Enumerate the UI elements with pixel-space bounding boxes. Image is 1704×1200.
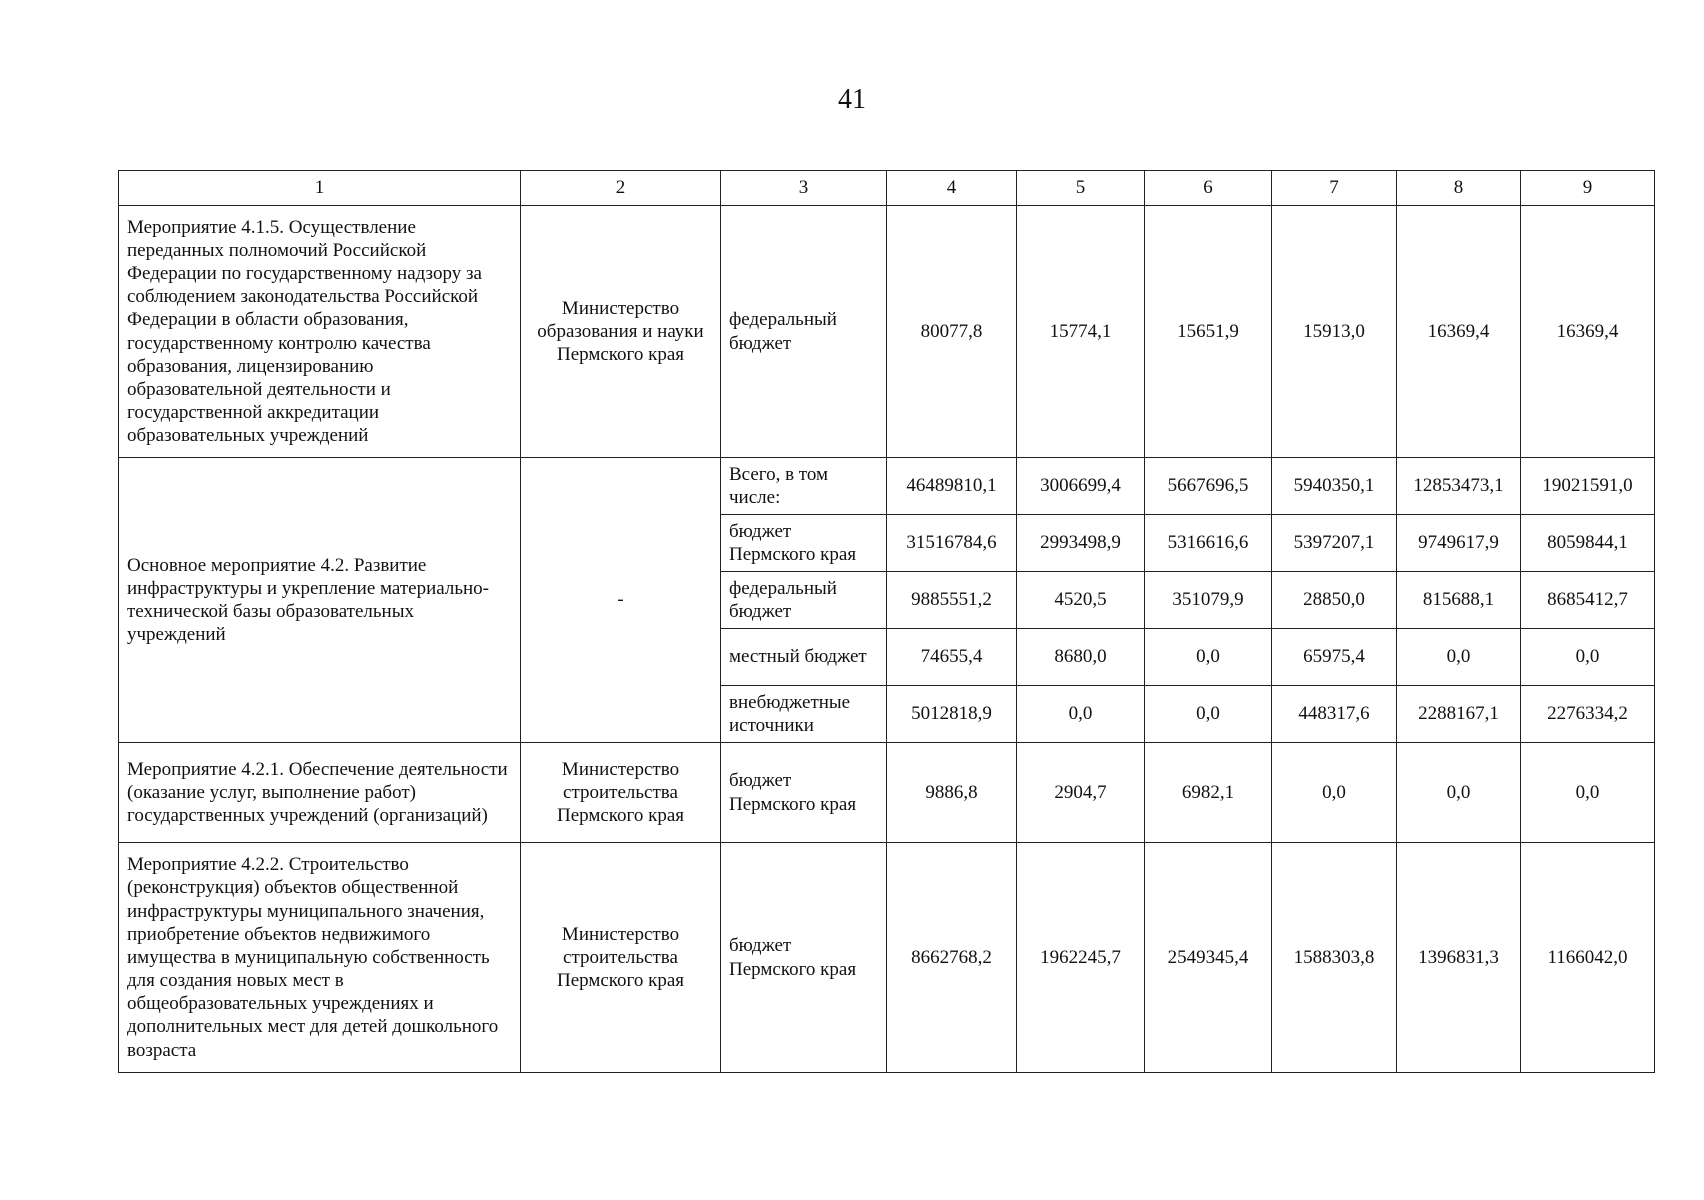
activity-name: Основное мероприятие 4.2. Развитие инфраструктуры и укрепление материально-технической базы образовательных учреждений [119, 458, 521, 743]
table-row [119, 843, 1655, 1073]
value-cell: 19021591,0 [1521, 458, 1655, 515]
funding-source: внебюджетные источники [721, 686, 887, 743]
value-cell: 16369,4 [1397, 206, 1521, 458]
value-cell: 0,0 [1521, 629, 1655, 686]
funding-source: Всего, в том числе: [721, 458, 887, 515]
column-header: 1 [119, 171, 521, 206]
value-cell: 815688,1 [1397, 572, 1521, 629]
value-cell: 8685412,7 [1521, 572, 1655, 629]
value-cell: 0,0 [1145, 629, 1272, 686]
value-cell: 8680,0 [1017, 629, 1145, 686]
value-cell: 0,0 [1017, 686, 1145, 743]
value-cell: 1962245,7 [1017, 843, 1145, 1073]
value-cell: 2288167,1 [1397, 686, 1521, 743]
value-cell: 9749617,9 [1397, 515, 1521, 572]
column-header: 9 [1521, 171, 1655, 206]
value-cell: 65975,4 [1272, 629, 1397, 686]
value-cell: 2549345,4 [1145, 843, 1272, 1073]
value-cell: 12853473,1 [1397, 458, 1521, 515]
value-cell: 1166042,0 [1521, 843, 1655, 1073]
activity-name: Мероприятие 4.2.1. Обеспечение деятельности (оказание услуг, выполнение работ) государственных учреждений (организаций) [119, 743, 521, 843]
value-cell: 1588303,8 [1272, 843, 1397, 1073]
table-header-row [119, 171, 1655, 206]
value-cell: 8059844,1 [1521, 515, 1655, 572]
table-row [119, 743, 1655, 843]
column-header: 2 [521, 171, 721, 206]
value-cell: 8662768,2 [887, 843, 1017, 1073]
funding-source: бюджет Пермского края [721, 515, 887, 572]
funding-source: федеральный бюджет [721, 206, 887, 458]
value-cell: 46489810,1 [887, 458, 1017, 515]
value-cell: 5397207,1 [1272, 515, 1397, 572]
activity-name: Мероприятие 4.1.5. Осуществление переданных полномочий Российской Федерации по государственному надзору за соблюдением законодательства Российской Федерации в области образования, государственному контролю качества образования, лицензированию образовательной деятельности и государственной аккредитации образовательных учреждений [119, 206, 521, 458]
value-cell: 15913,0 [1272, 206, 1397, 458]
column-header: 4 [887, 171, 1017, 206]
value-cell: 351079,9 [1145, 572, 1272, 629]
value-cell: 3006699,4 [1017, 458, 1145, 515]
value-cell: 4520,5 [1017, 572, 1145, 629]
value-cell: 16369,4 [1521, 206, 1655, 458]
value-cell: 15651,9 [1145, 206, 1272, 458]
page-number: 41 [838, 84, 866, 115]
value-cell: 0,0 [1521, 743, 1655, 843]
value-cell: 5012818,9 [887, 686, 1017, 743]
value-cell: 2993498,9 [1017, 515, 1145, 572]
value-cell: 5316616,6 [1145, 515, 1272, 572]
executor: Министерство строительства Пермского края [521, 743, 721, 843]
column-header: 3 [721, 171, 887, 206]
value-cell: 6982,1 [1145, 743, 1272, 843]
funding-source: бюджет Пермского края [721, 843, 887, 1073]
value-cell: 0,0 [1397, 629, 1521, 686]
value-cell: 9886,8 [887, 743, 1017, 843]
table-row [119, 206, 1655, 458]
value-cell: 0,0 [1145, 686, 1272, 743]
column-header: 5 [1017, 171, 1145, 206]
funding-source: бюджет Пермского края [721, 743, 887, 843]
value-cell: 2276334,2 [1521, 686, 1655, 743]
executor: - [521, 458, 721, 743]
executor: Министерство образования и науки Пермского края [521, 206, 721, 458]
value-cell: 15774,1 [1017, 206, 1145, 458]
value-cell: 2904,7 [1017, 743, 1145, 843]
table-row [119, 458, 1655, 515]
budget-table [118, 170, 1655, 1073]
value-cell: 31516784,6 [887, 515, 1017, 572]
column-header: 6 [1145, 171, 1272, 206]
column-header: 7 [1272, 171, 1397, 206]
value-cell: 0,0 [1272, 743, 1397, 843]
funding-source: местный бюджет [721, 629, 887, 686]
value-cell: 448317,6 [1272, 686, 1397, 743]
executor: Министерство строительства Пермского края [521, 843, 721, 1073]
value-cell: 5940350,1 [1272, 458, 1397, 515]
column-header: 8 [1397, 171, 1521, 206]
value-cell: 28850,0 [1272, 572, 1397, 629]
value-cell: 9885551,2 [887, 572, 1017, 629]
value-cell: 80077,8 [887, 206, 1017, 458]
value-cell: 5667696,5 [1145, 458, 1272, 515]
value-cell: 1396831,3 [1397, 843, 1521, 1073]
funding-source: федеральный бюджет [721, 572, 887, 629]
value-cell: 0,0 [1397, 743, 1521, 843]
activity-name: Мероприятие 4.2.2. Строительство (реконструкция) объектов общественной инфраструктуры муниципального значения, приобретение объектов недвижимого имущества в муниципальную собственность для создания новых мест в общеобразовательных учреждениях и дополнительных мест для детей дошкольного возраста [119, 843, 521, 1073]
value-cell: 74655,4 [887, 629, 1017, 686]
